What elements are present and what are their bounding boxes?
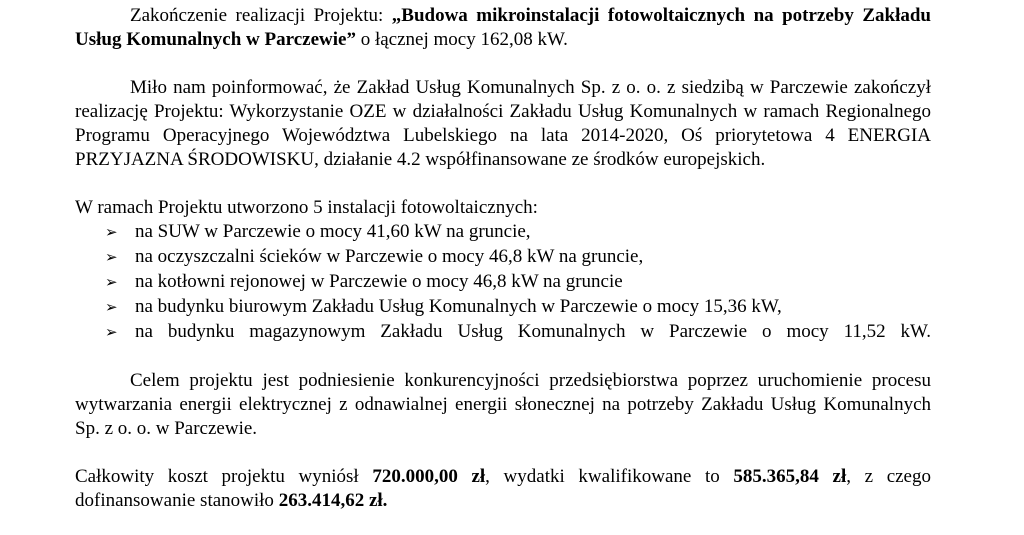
list-item-text: na SUW w Parczewie o mocy 41,60 kW na gruncie, bbox=[135, 221, 531, 242]
project-goal: Celem projektu jest podniesienie konkurencyjności przedsiębiorstwa poprzez uruchomienie procesu wytwarzania energii elektrycznej z odnawialnej energii słonecznej na potrzeby Zakładu Usług Komunalnych Sp. z o. o. w Parczewie. bbox=[75, 370, 931, 439]
heading-intro: Zakończenie realizacji Projektu: bbox=[130, 5, 392, 26]
project-completion-heading bbox=[75, 4, 931, 52]
list-item bbox=[105, 270, 931, 295]
cost-text: , z czego dofinansowanie stanowiło bbox=[75, 466, 931, 511]
project-costs bbox=[75, 465, 931, 513]
arrow-bullet-icon: ➢ bbox=[105, 250, 118, 266]
list-item-text: na oczyszczalni ścieków w Parczewie o mocy 46,8 kW na gruncie, bbox=[135, 246, 644, 267]
total-cost: 720.000,00 zł bbox=[372, 466, 486, 487]
list-item-text: na kotłowni rejonowej w Parczewie o mocy 46,8 kW na gruncie bbox=[135, 271, 623, 292]
total-power: o łącznej mocy 162,08 kW. bbox=[355, 29, 568, 50]
installations-intro: W ramach Projektu utworzono 5 instalacji fotowoltaicznych: bbox=[75, 197, 538, 218]
funding-amount: 263.414,62 zł. bbox=[278, 490, 388, 511]
cost-text: , wydatki kwalifikowane to bbox=[485, 466, 734, 487]
list-item bbox=[105, 320, 931, 345]
cost-text: Całkowity koszt projektu wyniósł bbox=[75, 466, 373, 487]
list-item bbox=[105, 220, 931, 245]
arrow-bullet-icon: ➢ bbox=[105, 325, 118, 341]
project-title: „Budowa mikroinstalacji fotowoltaicznych na potrzeby Zakładu Usług Komunalnych w Parczewie” bbox=[75, 5, 931, 50]
eligible-cost: 585.365,84 zł bbox=[733, 466, 847, 487]
arrow-bullet-icon: ➢ bbox=[105, 275, 118, 291]
list-item bbox=[105, 245, 931, 270]
arrow-bullet-icon: ➢ bbox=[105, 300, 118, 316]
document-body bbox=[75, 0, 931, 513]
installations-list bbox=[105, 220, 931, 345]
list-item-text: na budynku biurowym Zakładu Usług Komunalnych w Parczewie o mocy 15,36 kW, bbox=[135, 296, 782, 317]
list-item bbox=[105, 295, 931, 320]
completion-announcement: Miło nam poinformować, że Zakład Usług Komunalnych Sp. z o. o. z siedzibą w Parczewie zakończył realizację Projektu: Wykorzystanie OZE w działalności Zakładu Usług Komunalnych w ramach Regionalnego Programu Operacyjnego Województwa Lubelskiego na lata 2014-2020, Oś priorytetowa 4 ENERGIA PRZYJAZNA ŚRODOWISKU, działanie 4.2 współfinansowane ze środków europejskich. bbox=[75, 77, 931, 170]
list-item-text: na budynku magazynowym Zakładu Usług Komunalnych w Parczewie o mocy 11,52 kW. bbox=[135, 321, 931, 342]
arrow-bullet-icon: ➢ bbox=[105, 225, 118, 241]
